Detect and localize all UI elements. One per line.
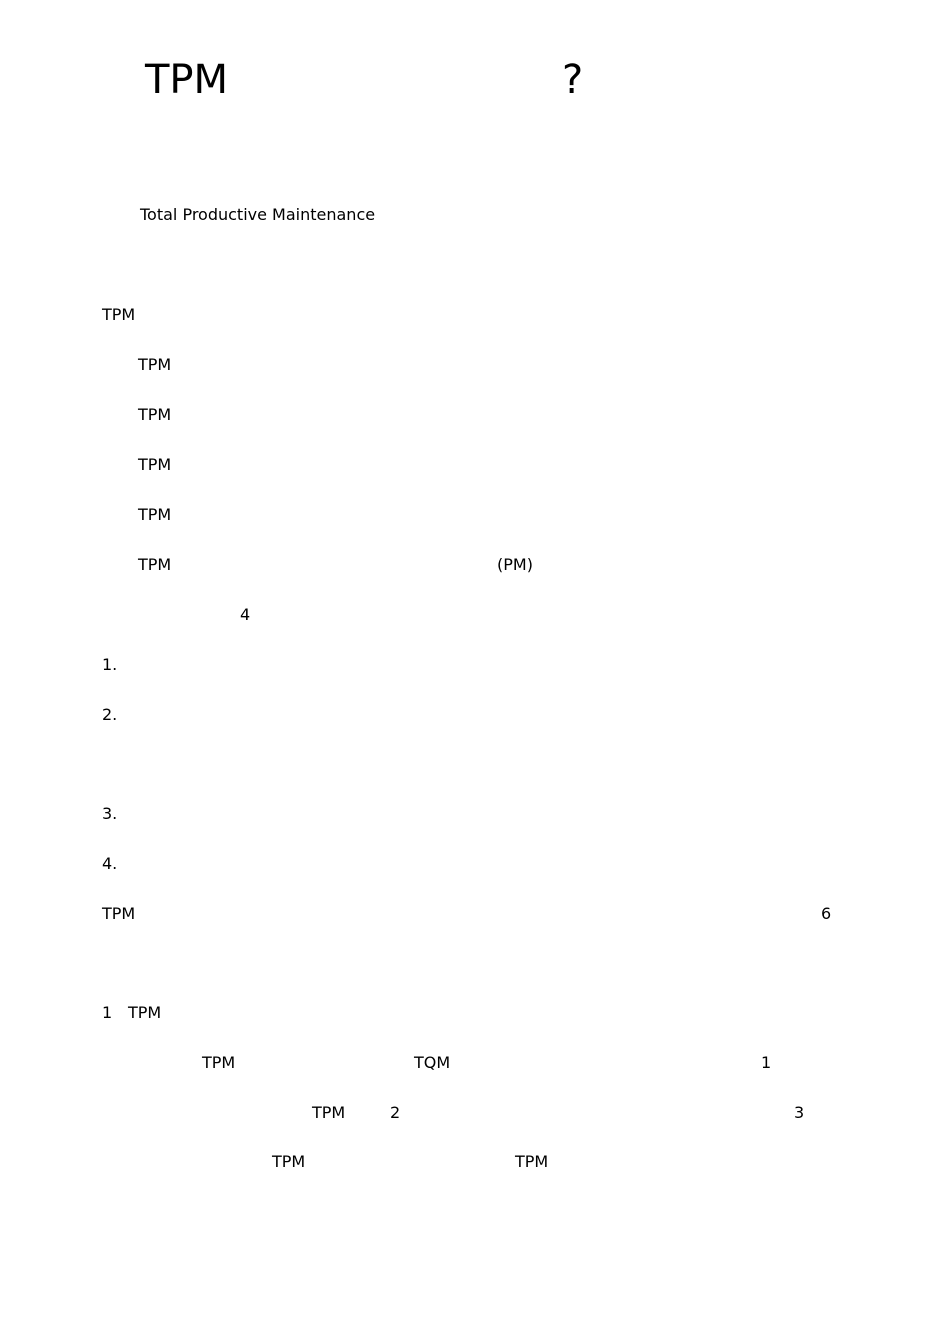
tpm-line-5: TPM [138, 555, 172, 574]
paragraph-fragment: TPM [312, 1103, 346, 1122]
list-item-number: 1. [102, 655, 118, 674]
paragraph-fragment: TPM [515, 1152, 549, 1171]
paragraph-fragment: 1 [761, 1053, 772, 1072]
tpm-six-paragraph: TPM [102, 904, 136, 923]
section-number: 1 [102, 1003, 113, 1022]
six-count: 6 [821, 904, 832, 923]
section-heading: TPM [128, 1003, 162, 1022]
paragraph-fragment: 3 [794, 1103, 805, 1122]
tpm-line-3: TPM [138, 455, 172, 474]
paragraph-fragment: TPM [202, 1053, 236, 1072]
subtitle: Total Productive Maintenance [140, 205, 376, 224]
list-item-number: 3. [102, 804, 118, 823]
tpm-line-2: TPM [138, 405, 172, 424]
paragraph-fragment: TPM [272, 1152, 306, 1171]
list-item-number: 4. [102, 854, 118, 873]
intro-paragraph: TPM [102, 305, 136, 324]
paragraph-fragment: TQM [414, 1053, 451, 1072]
tpm-line-4: TPM [138, 505, 172, 524]
page-title-question-mark: ? [562, 57, 584, 103]
list-item-number: 2. [102, 705, 118, 724]
tpm-line-1: TPM [138, 355, 172, 374]
pm-abbreviation: (PM) [497, 555, 533, 574]
page-title-tpm: TPM [145, 57, 229, 103]
four-count: 4 [240, 605, 251, 624]
paragraph-fragment: 2 [390, 1103, 401, 1122]
